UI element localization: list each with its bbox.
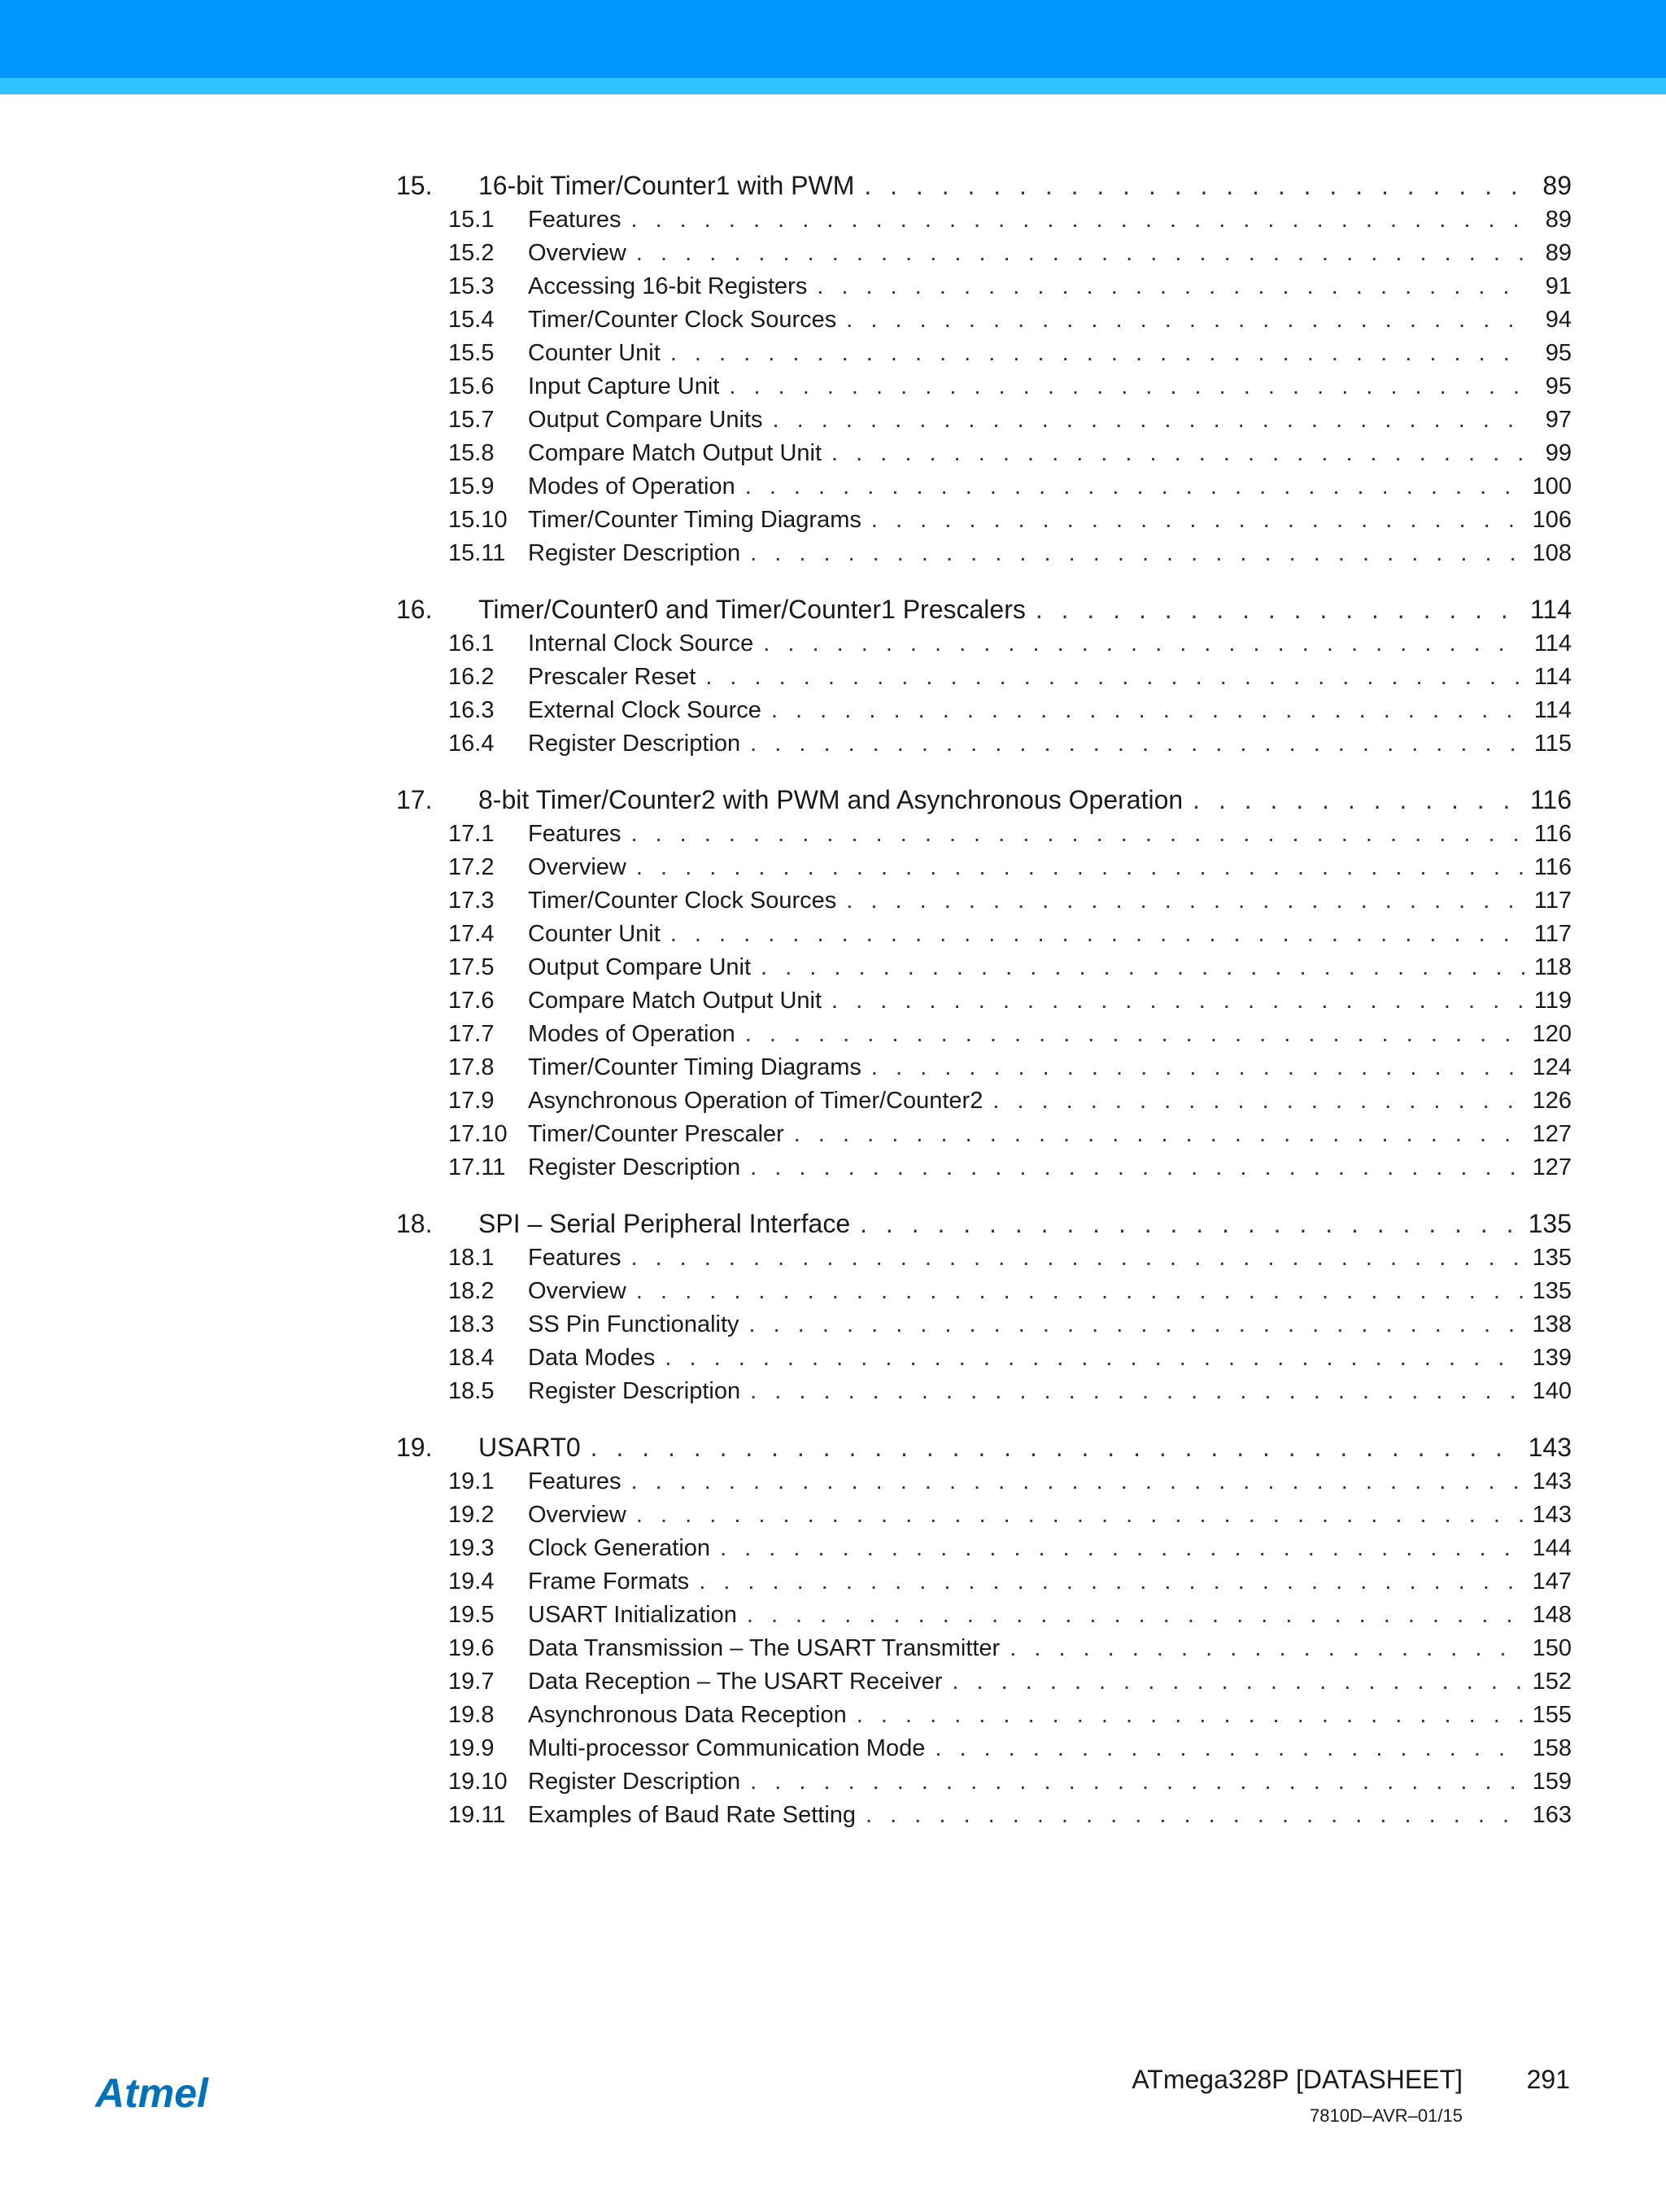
entry-title: Features bbox=[528, 821, 630, 848]
entry-title-rest: Pin Functionality bbox=[559, 1311, 739, 1337]
dot-leader bbox=[817, 273, 1524, 300]
toc-section-entry[interactable] bbox=[396, 821, 1572, 854]
toc-section-entry[interactable] bbox=[396, 1502, 1572, 1535]
dot-leader bbox=[636, 1502, 1524, 1529]
dot-leader bbox=[1010, 1635, 1524, 1662]
entry-page-number: 117 bbox=[1524, 921, 1572, 948]
dot-leader bbox=[670, 921, 1524, 948]
entry-number: 15.10 bbox=[448, 507, 508, 533]
entry-page-number: 150 bbox=[1524, 1635, 1572, 1662]
toc-chapter bbox=[396, 595, 1572, 764]
toc-chapter-entry[interactable] bbox=[396, 785, 1572, 821]
toc-section-entry[interactable] bbox=[396, 954, 1572, 988]
toc-section-entry[interactable] bbox=[396, 921, 1572, 954]
entry-title: Examples of Baud Rate Setting bbox=[528, 1802, 866, 1829]
dot-leader bbox=[857, 1702, 1524, 1729]
entry-number: 19. bbox=[396, 1433, 433, 1462]
toc-section-entry[interactable] bbox=[396, 1278, 1572, 1311]
entry-page-number: 89 bbox=[1524, 171, 1572, 201]
entry-title: Accessing 16-bit Registers bbox=[528, 273, 817, 300]
dot-leader bbox=[846, 888, 1524, 914]
dot-leader bbox=[750, 731, 1524, 757]
toc-section-entry[interactable] bbox=[396, 1468, 1572, 1502]
entry-number: 15. bbox=[396, 171, 433, 200]
entry-page-number: 135 bbox=[1520, 1209, 1572, 1239]
toc-section-entry[interactable] bbox=[396, 373, 1572, 407]
entry-title: Overview bbox=[528, 1278, 636, 1305]
toc-section-entry[interactable] bbox=[396, 854, 1572, 888]
toc-section-entry[interactable] bbox=[396, 473, 1572, 507]
toc-chapter-entry[interactable] bbox=[396, 1433, 1572, 1468]
entry-title: Frame Formats bbox=[528, 1568, 699, 1595]
dot-leader bbox=[871, 507, 1524, 534]
entry-number: 17.4 bbox=[448, 921, 495, 947]
toc-chapter-entry[interactable] bbox=[396, 1209, 1572, 1245]
toc-chapter bbox=[396, 1433, 1572, 1835]
toc-section-entry[interactable] bbox=[396, 1769, 1572, 1802]
entry-title: Overview bbox=[528, 1502, 636, 1529]
toc-section-entry[interactable] bbox=[396, 1802, 1572, 1835]
entry-page-number: 158 bbox=[1524, 1735, 1572, 1762]
entry-number: 17.6 bbox=[448, 988, 495, 1014]
dot-leader bbox=[630, 207, 1524, 233]
entry-page-number: 95 bbox=[1524, 373, 1572, 400]
dot-leader bbox=[750, 1154, 1524, 1181]
entry-number: 15.8 bbox=[448, 440, 495, 466]
entry-number: 16. bbox=[396, 595, 433, 624]
entry-number: 15.3 bbox=[448, 273, 495, 299]
entry-page-number: 89 bbox=[1524, 240, 1572, 267]
entry-number: 19.4 bbox=[448, 1568, 495, 1595]
entry-title: Register Description bbox=[528, 731, 750, 757]
entry-number: 15.7 bbox=[448, 407, 495, 433]
entry-title: Overview bbox=[528, 240, 636, 267]
toc-section-entry[interactable] bbox=[396, 1535, 1572, 1568]
dot-leader bbox=[750, 1769, 1524, 1795]
entry-number: 18.5 bbox=[448, 1378, 495, 1404]
toc-section-entry[interactable] bbox=[396, 1702, 1572, 1735]
entry-page-number: 143 bbox=[1524, 1468, 1572, 1495]
entry-number: 19.6 bbox=[448, 1635, 495, 1661]
dot-leader bbox=[749, 1311, 1524, 1338]
entry-title: Data Reception – The USART Receiver bbox=[528, 1669, 952, 1695]
dot-leader bbox=[720, 1535, 1524, 1562]
entry-page-number: 138 bbox=[1524, 1311, 1572, 1338]
entry-number: 19.1 bbox=[448, 1468, 495, 1494]
entry-title: Modes of Operation bbox=[528, 1021, 745, 1048]
dot-leader bbox=[831, 440, 1524, 467]
entry-number: 17.9 bbox=[448, 1088, 495, 1114]
entry-title: Internal Clock Source bbox=[528, 630, 763, 657]
entry-page-number: 135 bbox=[1524, 1245, 1572, 1272]
entry-title: Compare Match Output Unit bbox=[528, 440, 831, 467]
entry-number: 18.2 bbox=[448, 1278, 495, 1304]
entry-page-number: 99 bbox=[1524, 440, 1572, 467]
entry-page-number: 163 bbox=[1524, 1802, 1572, 1829]
entry-page-number: 106 bbox=[1524, 507, 1572, 534]
entry-title: USART0 bbox=[478, 1433, 591, 1463]
entry-title: 8-bit Timer/Counter2 with PWM and Asynchronous Operation bbox=[478, 785, 1193, 815]
dot-leader bbox=[773, 407, 1524, 434]
entry-title: Timer/Counter Timing Diagrams bbox=[528, 1054, 871, 1081]
dot-leader bbox=[761, 954, 1524, 981]
entry-number: 15.2 bbox=[448, 240, 495, 266]
entry-page-number: 119 bbox=[1524, 988, 1572, 1014]
toc-section-entry[interactable] bbox=[396, 340, 1572, 373]
entry-title: Asynchronous Data Reception bbox=[528, 1702, 857, 1729]
dot-leader bbox=[591, 1433, 1520, 1463]
entry-title: Register Description bbox=[528, 1769, 750, 1795]
entry-title: Compare Match Output Unit bbox=[528, 988, 831, 1014]
dot-leader bbox=[1193, 785, 1522, 815]
entry-title: Modes of Operation bbox=[528, 473, 745, 500]
entry-number: 17. bbox=[396, 785, 433, 814]
entry-title: Timer/Counter Prescaler bbox=[528, 1121, 794, 1148]
toc-section-entry[interactable] bbox=[396, 1378, 1572, 1411]
document-code: 7810D–AVR–01/15 bbox=[1310, 2105, 1463, 2126]
entry-page-number: 148 bbox=[1524, 1602, 1572, 1629]
toc-section-entry[interactable] bbox=[396, 1345, 1572, 1378]
entry-number: 16.1 bbox=[448, 630, 495, 657]
entry-page-number: 94 bbox=[1524, 307, 1572, 334]
toc-section-entry[interactable] bbox=[396, 273, 1572, 307]
entry-page-number: 144 bbox=[1524, 1535, 1572, 1562]
entry-number: 16.2 bbox=[448, 664, 495, 690]
entry-number: 16.4 bbox=[448, 731, 495, 757]
dot-leader bbox=[636, 854, 1524, 881]
toc-section-entry[interactable] bbox=[396, 1121, 1572, 1154]
entry-page-number: 117 bbox=[1524, 888, 1572, 914]
entry-title: External Clock Source bbox=[528, 697, 771, 724]
entry-title: Timer/Counter Timing Diagrams bbox=[528, 507, 871, 534]
toc-section-entry[interactable] bbox=[396, 1568, 1572, 1602]
toc-section-entry[interactable] bbox=[396, 1088, 1572, 1121]
toc-chapter-entry[interactable] bbox=[396, 595, 1572, 630]
toc-section-entry[interactable] bbox=[396, 307, 1572, 340]
entry-number: 15.9 bbox=[448, 473, 495, 500]
entry-page-number: 135 bbox=[1524, 1278, 1572, 1305]
toc-section-entry[interactable] bbox=[396, 664, 1572, 697]
toc-section-entry[interactable] bbox=[396, 1735, 1572, 1769]
entry-page-number: 95 bbox=[1524, 340, 1572, 367]
entry-number: 17.1 bbox=[448, 821, 495, 847]
toc-section-entry[interactable] bbox=[396, 1669, 1572, 1702]
entry-title: Clock Generation bbox=[528, 1535, 720, 1562]
dot-leader bbox=[636, 1278, 1524, 1305]
entry-page-number: 126 bbox=[1524, 1088, 1572, 1115]
toc-section-entry[interactable] bbox=[396, 1021, 1572, 1054]
entry-number: 17.2 bbox=[448, 854, 495, 880]
toc-chapter bbox=[396, 1209, 1572, 1411]
entry-page-number: 140 bbox=[1524, 1378, 1572, 1405]
entry-title: 16-bit Timer/Counter1 with PWM bbox=[478, 171, 864, 201]
dot-leader bbox=[747, 1602, 1524, 1629]
entry-page-number: 139 bbox=[1524, 1345, 1572, 1372]
entry-page-number: 159 bbox=[1524, 1769, 1572, 1795]
entry-number: 17.3 bbox=[448, 888, 495, 914]
entry-number: 15.1 bbox=[448, 207, 495, 233]
toc-section-entry[interactable] bbox=[396, 1602, 1572, 1635]
dot-leader bbox=[670, 340, 1524, 367]
dot-leader bbox=[705, 664, 1524, 691]
entry-number: 18.1 bbox=[448, 1245, 495, 1271]
entry-title: Data Modes bbox=[528, 1345, 665, 1372]
entry-title: Data Transmission – The USART Transmitter bbox=[528, 1635, 1010, 1662]
dot-leader bbox=[750, 540, 1524, 567]
entry-page-number: 114 bbox=[1524, 630, 1572, 657]
entry-number: 16.3 bbox=[448, 697, 495, 723]
toc-section-entry[interactable] bbox=[396, 988, 1572, 1021]
dot-leader bbox=[750, 1378, 1524, 1405]
entry-number: 15.5 bbox=[448, 340, 495, 366]
dot-leader bbox=[846, 307, 1524, 334]
entry-page-number: 118 bbox=[1524, 954, 1572, 981]
entry-title: Overview bbox=[528, 854, 636, 881]
entry-number: 18.4 bbox=[448, 1345, 495, 1371]
dot-leader bbox=[864, 171, 1524, 201]
entry-title: Timer/Counter0 and Timer/Counter1 Prescalers bbox=[478, 595, 1036, 625]
atmel-logo-text: Atmel bbox=[95, 2070, 208, 2116]
entry-title: Prescaler Reset bbox=[528, 664, 705, 691]
entry-title: SPI – Serial Peripheral Interface bbox=[478, 1209, 860, 1239]
entry-title: Timer/Counter Clock Sources bbox=[528, 307, 846, 334]
entry-title bbox=[528, 1311, 749, 1338]
entry-number: 19.9 bbox=[448, 1735, 495, 1761]
toc-section-entry[interactable] bbox=[396, 407, 1572, 440]
toc-section-entry[interactable] bbox=[396, 1635, 1572, 1669]
dot-leader bbox=[771, 697, 1524, 724]
entry-title: Multi-processor Communication Mode bbox=[528, 1735, 935, 1762]
entry-page-number: 114 bbox=[1524, 664, 1572, 691]
entry-number: 19.7 bbox=[448, 1669, 495, 1695]
entry-title: Features bbox=[528, 1245, 630, 1272]
entry-title: Register Description bbox=[528, 540, 750, 567]
entry-title: Asynchronous Operation of Timer/Counter2 bbox=[528, 1088, 992, 1115]
dot-leader bbox=[866, 1802, 1524, 1829]
entry-title: Output Compare Unit bbox=[528, 954, 761, 981]
entry-title: Counter Unit bbox=[528, 340, 670, 367]
entry-title-overline: $\overline{SS}$ bbox=[528, 1311, 560, 1337]
dot-leader bbox=[630, 1245, 1524, 1272]
dot-leader bbox=[992, 1088, 1524, 1115]
entry-title: Counter Unit bbox=[528, 921, 670, 948]
dot-leader bbox=[745, 473, 1524, 500]
entry-number: 17.5 bbox=[448, 954, 495, 980]
entry-page-number: 147 bbox=[1524, 1568, 1572, 1595]
dot-leader bbox=[831, 988, 1524, 1014]
entry-page-number: 91 bbox=[1524, 273, 1572, 300]
entry-title: Register Description bbox=[528, 1154, 750, 1181]
entry-title: Features bbox=[528, 207, 630, 233]
entry-page-number: 116 bbox=[1522, 785, 1572, 815]
entry-number: 15.6 bbox=[448, 373, 495, 399]
toc-section-entry[interactable] bbox=[396, 540, 1572, 574]
dot-leader bbox=[636, 240, 1524, 267]
entry-number: 17.10 bbox=[448, 1121, 508, 1147]
entry-page-number: 114 bbox=[1524, 697, 1572, 724]
dot-leader bbox=[729, 373, 1524, 400]
entry-number: 19.11 bbox=[448, 1802, 506, 1828]
entry-page-number: 143 bbox=[1524, 1502, 1572, 1529]
dot-leader bbox=[871, 1054, 1524, 1081]
toc-chapter bbox=[396, 171, 1572, 574]
dot-leader bbox=[794, 1121, 1524, 1148]
entry-number: 19.5 bbox=[448, 1602, 495, 1628]
entry-page-number: 97 bbox=[1524, 407, 1572, 434]
dot-leader bbox=[763, 630, 1524, 657]
page-number: 291 bbox=[1526, 2065, 1570, 2094]
entry-title: Register Description bbox=[528, 1378, 750, 1405]
toc-section-entry[interactable] bbox=[396, 207, 1572, 240]
table-of-contents bbox=[396, 171, 1572, 1856]
entry-number: 19.2 bbox=[448, 1502, 495, 1528]
dot-leader bbox=[745, 1021, 1524, 1048]
entry-number: 18.3 bbox=[448, 1311, 495, 1337]
toc-section-entry[interactable] bbox=[396, 440, 1572, 473]
entry-number: 19.8 bbox=[448, 1702, 495, 1728]
toc-chapter bbox=[396, 785, 1572, 1188]
toc-section-entry[interactable] bbox=[396, 1054, 1572, 1088]
entry-page-number: 89 bbox=[1524, 207, 1572, 233]
entry-title: Output Compare Units bbox=[528, 407, 773, 434]
toc-section-entry[interactable] bbox=[396, 1245, 1572, 1278]
entry-page-number: 124 bbox=[1524, 1054, 1572, 1081]
entry-title: Features bbox=[528, 1468, 630, 1495]
entry-page-number: 127 bbox=[1524, 1154, 1572, 1181]
dot-leader bbox=[699, 1568, 1524, 1595]
entry-number: 15.11 bbox=[448, 540, 506, 566]
entry-number: 17.11 bbox=[448, 1154, 506, 1180]
toc-section-entry[interactable] bbox=[396, 630, 1572, 664]
entry-page-number: 114 bbox=[1522, 595, 1572, 625]
toc-section-entry[interactable] bbox=[396, 697, 1572, 731]
toc-section-entry[interactable] bbox=[396, 240, 1572, 273]
entry-page-number: 116 bbox=[1524, 854, 1572, 881]
entry-page-number: 152 bbox=[1524, 1669, 1572, 1695]
atmel-logo bbox=[95, 2068, 242, 2117]
entry-page-number: 120 bbox=[1524, 1021, 1572, 1048]
toc-section-entry[interactable] bbox=[396, 1154, 1572, 1188]
entry-page-number: 155 bbox=[1524, 1702, 1572, 1729]
entry-page-number: 108 bbox=[1524, 540, 1572, 567]
dot-leader bbox=[630, 1468, 1524, 1495]
entry-page-number: 127 bbox=[1524, 1121, 1572, 1148]
entry-number: 19.3 bbox=[448, 1535, 495, 1561]
header-stripe bbox=[0, 78, 1666, 94]
dot-leader bbox=[665, 1345, 1524, 1372]
dot-leader bbox=[935, 1735, 1524, 1762]
entry-number: 17.7 bbox=[448, 1021, 495, 1047]
entry-number: 19.10 bbox=[448, 1769, 508, 1795]
toc-section-entry[interactable] bbox=[396, 888, 1572, 921]
entry-page-number: 115 bbox=[1524, 731, 1572, 757]
entry-page-number: 100 bbox=[1524, 473, 1572, 500]
entry-page-number: 116 bbox=[1524, 821, 1572, 848]
entry-page-number: 143 bbox=[1520, 1433, 1572, 1463]
entry-title: Timer/Counter Clock Sources bbox=[528, 888, 846, 914]
dot-leader bbox=[630, 821, 1524, 848]
toc-section-entry[interactable] bbox=[396, 507, 1572, 540]
entry-number: 17.8 bbox=[448, 1054, 495, 1080]
toc-section-entry[interactable] bbox=[396, 731, 1572, 764]
dot-leader bbox=[860, 1209, 1520, 1239]
toc-chapter-entry[interactable] bbox=[396, 171, 1572, 207]
toc-section-entry[interactable] bbox=[396, 1311, 1572, 1345]
entry-title: USART Initialization bbox=[528, 1602, 747, 1629]
dot-leader bbox=[952, 1669, 1524, 1695]
dot-leader bbox=[1036, 595, 1522, 625]
document-title: ATmega328P [DATASHEET] bbox=[1132, 2065, 1463, 2094]
entry-number: 15.4 bbox=[448, 307, 495, 333]
entry-number: 18. bbox=[396, 1209, 433, 1238]
header-band bbox=[0, 0, 1666, 78]
entry-title: Input Capture Unit bbox=[528, 373, 729, 400]
